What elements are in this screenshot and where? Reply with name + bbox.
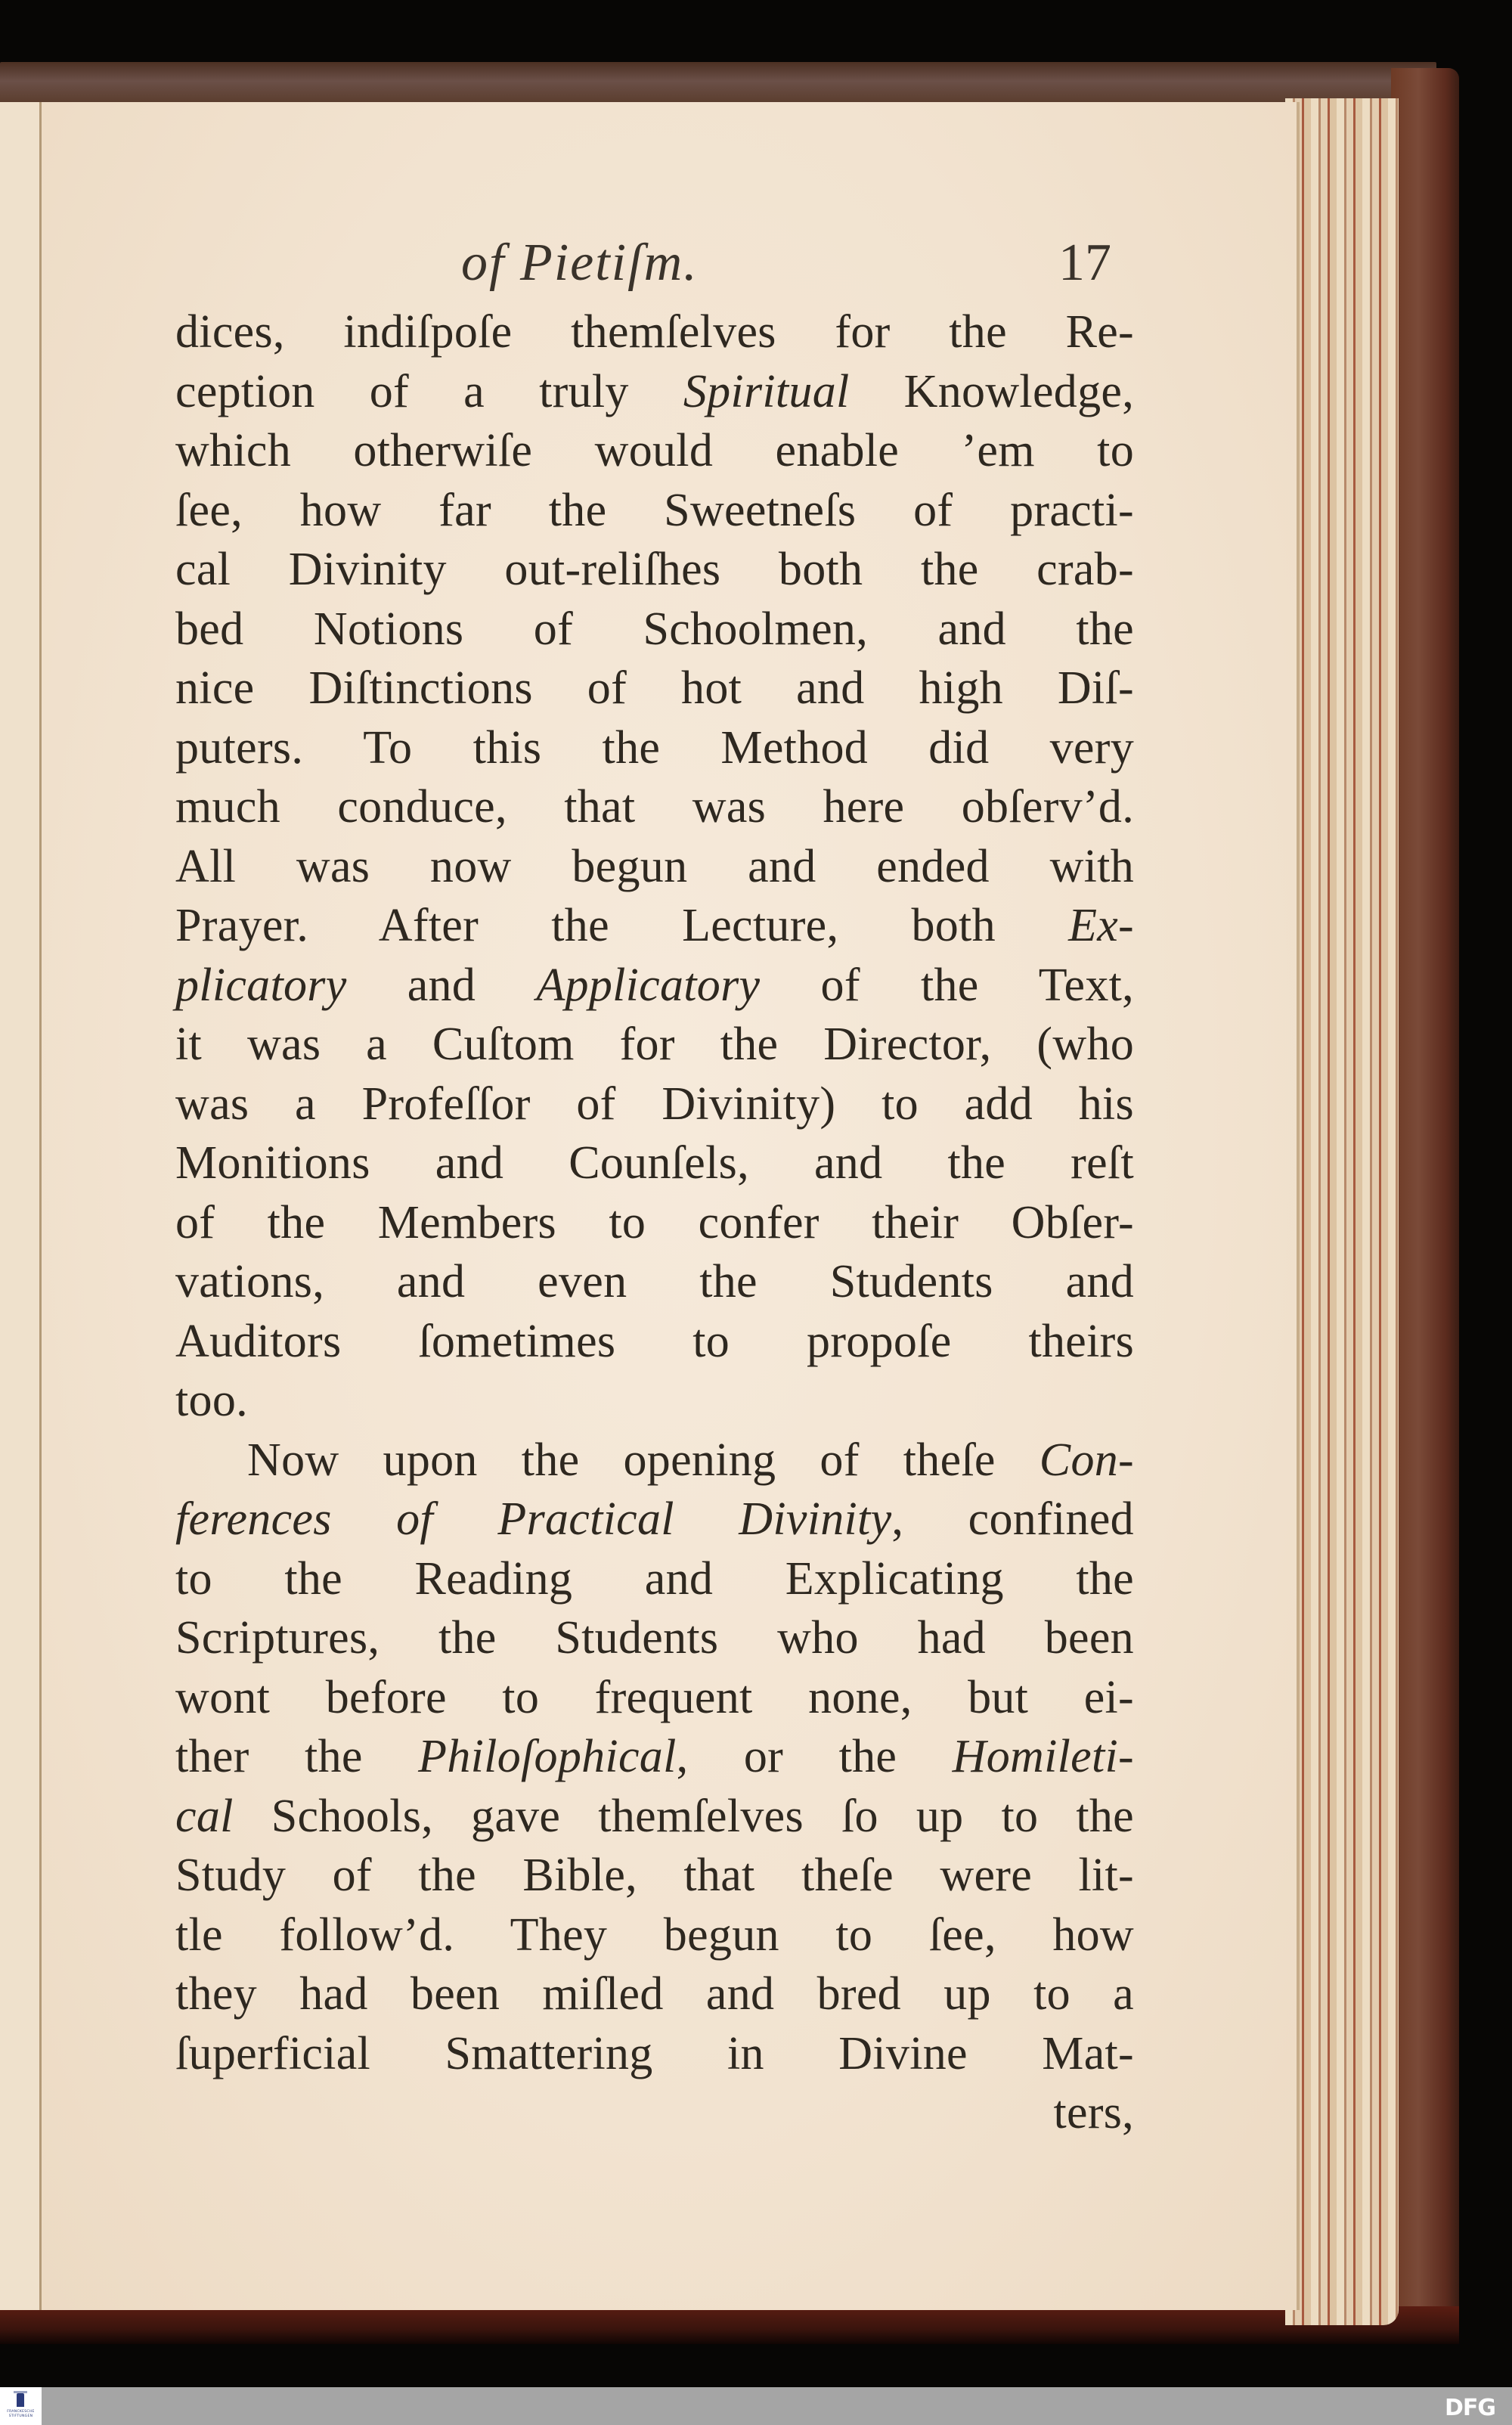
text-line [175, 1964, 1134, 2024]
text-run: Now upon the opening of theſe [247, 1434, 1040, 1486]
text-run: Auditors ſometimes to propoſe theirs [175, 1315, 1134, 1367]
text-run: of the Text, [760, 959, 1134, 1011]
text-line [175, 1490, 1134, 1549]
italic-run: ferences of Practical Divinity [175, 1493, 892, 1545]
text-run: nice Diſtinctions of hot and high Diſ- [175, 662, 1134, 714]
text-line [175, 302, 1134, 362]
text-run: cal Divinity out-reliſhes both the crab- [175, 544, 1134, 595]
text-line [175, 1906, 1134, 1965]
book-cover-right-edge [1391, 68, 1459, 2329]
text-run: which otherwiſe would enable ’em to [175, 425, 1134, 476]
text-line [175, 1015, 1134, 1075]
text-line [175, 837, 1134, 897]
text-run: Study of the Bible, that theſe were lit- [175, 1850, 1134, 1901]
text-line [175, 1312, 1134, 1372]
text-line [175, 1608, 1134, 1668]
book-cover-top-edge [0, 62, 1436, 104]
text-run: and [346, 959, 537, 1011]
text-run: , confined [891, 1493, 1134, 1545]
text-run: bed Notions of Schoolmen, and the [175, 603, 1134, 655]
text-line [175, 777, 1134, 837]
text-run: they had been miſled and bred up to a [175, 1968, 1134, 2020]
page-fore-edge [1285, 98, 1399, 2325]
text-run: puters. To this the Method did very [175, 721, 1134, 774]
franckesche-stiftungen-logo[interactable] [0, 2387, 42, 2425]
page-header [0, 233, 1512, 301]
text-line [175, 540, 1134, 600]
italic-run: plicatory [175, 959, 347, 1011]
text-run: Monitions and Counſels, and the reſt [175, 1137, 1134, 1189]
text-run: ception of a truly [175, 365, 683, 417]
text-run: , or the [676, 1731, 953, 1782]
text-line [175, 1549, 1134, 1609]
text-line [175, 1133, 1134, 1193]
body-text [175, 302, 1134, 2143]
text-line [175, 481, 1134, 541]
dfg-logo[interactable]: DFG [1444, 2395, 1495, 2421]
text-run: wont before to frequent none, but ei- [175, 1671, 1134, 1723]
text-run: Schools, gave themſelves ſo up to the [233, 1790, 1134, 1842]
running-title: of Pietiſm. [461, 234, 699, 292]
text-line [175, 1075, 1134, 1134]
text-run: Scriptures, the Students who had been [175, 1612, 1134, 1664]
text-line [175, 1727, 1134, 1787]
text-line [175, 659, 1134, 718]
text-line [175, 362, 1134, 422]
catchword: ters, [1053, 2087, 1134, 2138]
italic-run: cal [175, 1790, 234, 1842]
italic-run: Con- [1039, 1434, 1134, 1486]
text-line [175, 1668, 1134, 1728]
text-run: to the Reading and Explicating the [175, 1552, 1134, 1605]
text-line [175, 896, 1134, 956]
text-line [175, 600, 1134, 659]
book-cover-bottom-edge [0, 2306, 1459, 2344]
text-run: dices, indiſpoſe themſelves for the Re- [175, 306, 1134, 358]
text-run: tle follow’d. They begun to ſee, how [175, 1909, 1134, 1961]
text-line [175, 1431, 1134, 1490]
text-run: too. [175, 1375, 248, 1426]
text-run: Prayer. After the Lecture, both [175, 900, 1069, 951]
text-line [175, 1193, 1134, 1253]
text-run: Knowledge, [849, 365, 1134, 417]
text-line [175, 1787, 1134, 1847]
viewer-footer-bar [0, 2387, 1512, 2425]
text-run: ther the [175, 1731, 419, 1782]
italic-run: Homileti- [952, 1731, 1134, 1782]
text-run: was a Profeſſor of Divinity) to add his [175, 1078, 1134, 1130]
text-run: vations, and even the Students and [175, 1256, 1134, 1307]
text-line [175, 718, 1134, 778]
logo-text: FRANCKESCHE STIFTUNGEN [7, 2410, 35, 2418]
text-run: it was a Cuſtom for the Director, (who [175, 1019, 1134, 1070]
italic-run: Ex- [1068, 900, 1134, 951]
text-run: ſee, how far the Sweetneſs of practi- [175, 484, 1134, 536]
italic-run: Spiritual [683, 365, 850, 417]
text-line [175, 1846, 1134, 1906]
facing-page-edge [0, 102, 42, 2310]
italic-run: Philoſophical [418, 1731, 677, 1782]
text-run: of the Members to confer their Obſer- [175, 1196, 1134, 1248]
text-line [175, 1252, 1134, 1312]
text-line [175, 956, 1134, 1016]
text-run: All was now begun and ended with [175, 840, 1134, 892]
text-line [175, 421, 1134, 481]
italic-run: Applicatory [536, 959, 761, 1011]
text-run: much conduce, that was here obſerv’d. [175, 781, 1134, 833]
logo-figure-icon [17, 2393, 24, 2407]
text-run: ſuperficial Smattering in Divine Mat- [175, 2027, 1134, 2079]
page-number: 17 [1058, 234, 1111, 292]
text-line [175, 1371, 1134, 1431]
text-line [175, 2024, 1134, 2084]
